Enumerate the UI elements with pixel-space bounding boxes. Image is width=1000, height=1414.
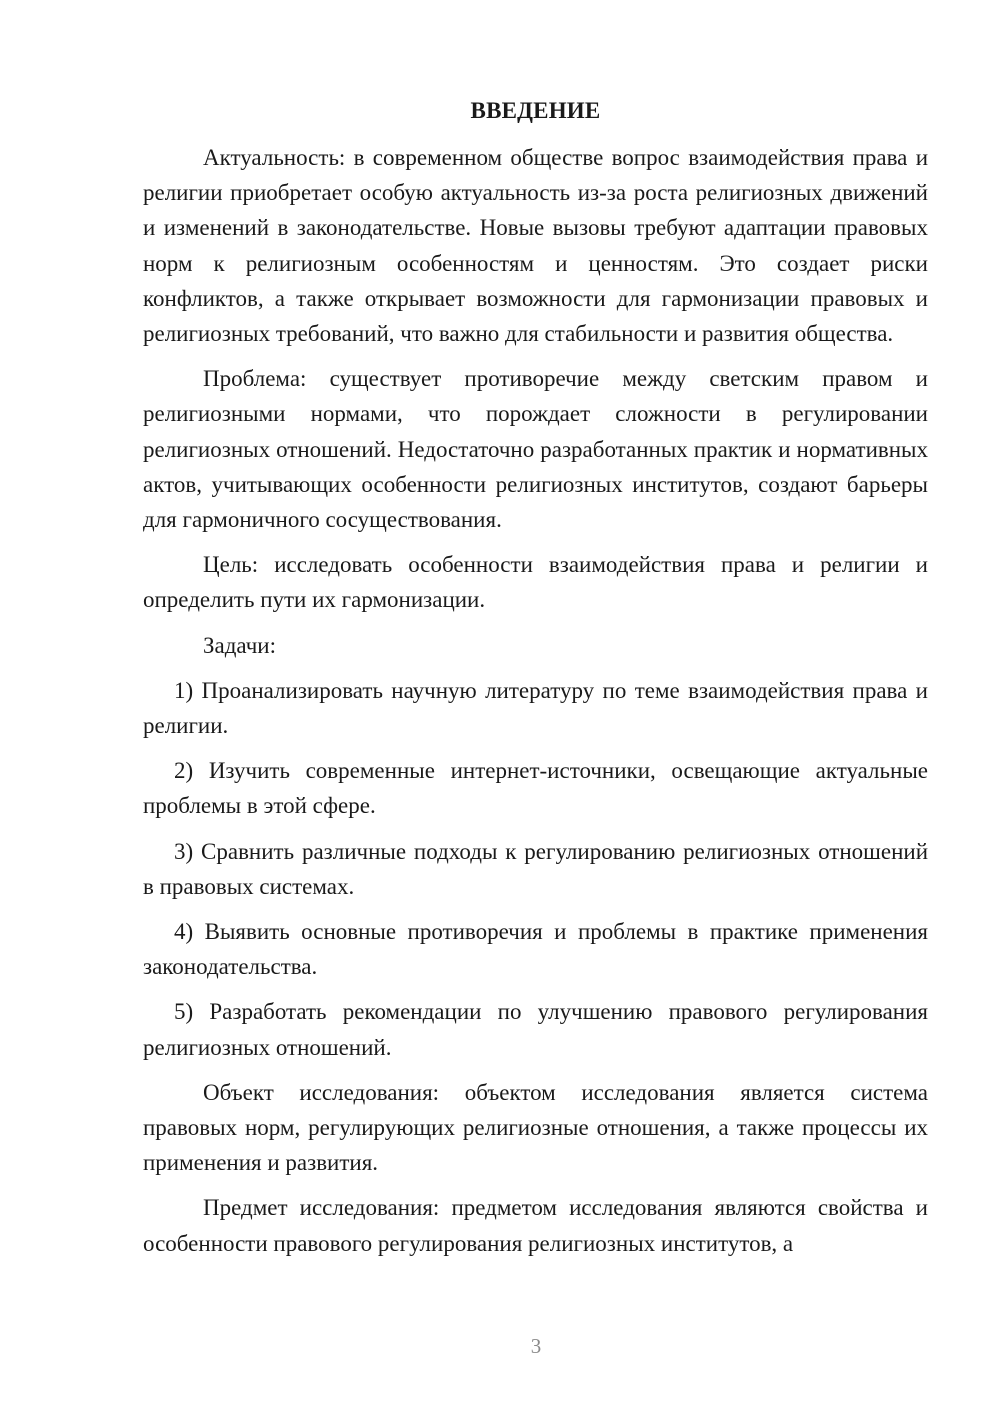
- task-item-1: 1) Проанализировать научную литературу по теме взаимодействия права и религии.: [143, 677, 928, 739]
- document-page: [143, 96, 928, 1271]
- page-number: 3: [530, 1334, 542, 1358]
- task-item-2: 2) Изучить современные интернет-источники, освещающие актуальные проблемы в этой сфере.: [143, 758, 928, 819]
- paragraph-goal: Цель: исследовать особенности взаимодействия права и религии и определить пути их гармонизации.: [143, 552, 928, 613]
- paragraph-subject: Предмет исследования: предметом исследования являются свойства и особенности правового регулирования религиозных институтов, а: [143, 1195, 928, 1256]
- task-item-4: 4) Выявить основные противоречия и проблемы в практике применения законодательства.: [143, 919, 928, 980]
- paragraph-problem: Проблема: существует противоречие между светским правом и религиозными нормами, что порождает сложности в регулировании религиозных отношений. Недостаточно разработанных практик и нормативных актов, учитывающих особенности религиозных институтов, создают барьеры для гармоничного сосуществования.: [143, 366, 928, 533]
- task-item-5: 5) Разработать рекомендации по улучшению правового регулирования религиозных отношений.: [143, 999, 928, 1060]
- tasks-label: Задачи:: [203, 632, 276, 658]
- paragraph-relevance: Актуальность: в современном обществе вопрос взаимодействия права и религии приобретает особую актуальность из-за роста религиозных движений и изменений в законодательстве. Новые вызовы требуют адаптации правовых норм к религиозным особенностям и ценностям. Это создает риски конфликтов, а также открывает возможности для гармонизации правовых и религиозных требований, что важно для стабильности и развития общества.: [143, 145, 928, 347]
- task-item-3: 3) Сравнить различные подходы к регулированию религиозных отношений в правовых системах.: [143, 838, 928, 899]
- paragraph-object: Объект исследования: объектом исследования является система правовых норм, регулирующих религиозные отношения, а также процессы их применения и развития.: [143, 1079, 928, 1176]
- section-heading: ВВЕДЕНИЕ: [470, 98, 601, 123]
